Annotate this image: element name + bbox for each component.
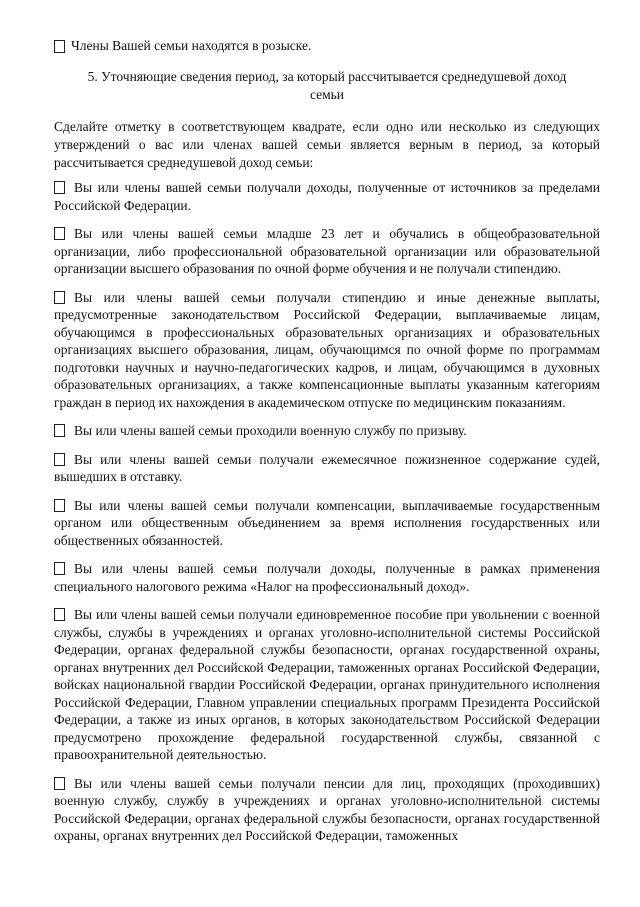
checkbox-item-dismissal-allowance [54, 606, 600, 764]
checkbox[interactable] [54, 499, 65, 512]
checkbox-item-retired-judges [54, 451, 600, 486]
checkbox-item-students-no-stipend [54, 225, 600, 278]
checkbox-item-text: Вы или члены вашей семьи получали компенсации, выплачиваемые государственным органом или общественным объединением за время исполнения государственных или общественных обязанностей. [54, 497, 600, 548]
checkbox[interactable] [54, 181, 65, 194]
checkbox-item-text: Вы или члены вашей семьи проходили военную службу по призыву. [74, 423, 467, 438]
checkbox-item-text: Вы или члены вашей семьи получали стипендию и иные денежные выплаты, предусмотренные законодательством Российской Федерации, выплачиваемые лицам, обучающимся в профессиональных образовательных организациях и образовательных организациях высшего образования, лицам, обучающимся по очной форме по программам подготовки научных и научно-педагогических кадров, и лицам, обучающимся в духовных образовательных организациях, а также компенсационные выплаты указанным категориям граждан в период их нахождения в академическом отпуске по медицинским показаниям. [54, 289, 600, 410]
checkbox-item-text: Вы или члены вашей семьи получали единовременное пособие при увольнении с военной службы, службы в учреждениях и органах уголовно-исполнительной системы Российской Федерации, органах федеральной службы безопасности, органах государственной охраны, органах внутренних дел Российской Федерации, таможенных органах Российской Федерации, войсках национальной гвардии Российской Федерации, органах принудительного исполнения Российской Федерации, Главном управлении специальных программ Президента Российской Федерации, а также из иных органов, в которых законодательством Российской Федерации предусмотрено прохождение федеральной государственной службы, связанной с правоохранительной деятельностью. [54, 607, 600, 762]
checkbox-list [54, 179, 600, 845]
checkbox-row-wanted [54, 37, 311, 55]
checkbox-item-text: Вы или члены вашей семьи младше 23 лет и обучались в общеобразовательной организации, либо профессиональной образовательной организации или образовательной организации высшего образования по очной форме обучения и не получали стипендию. [54, 226, 600, 276]
checkbox-item-pensions [54, 775, 600, 845]
checkbox-item-text: Вы или члены вашей семьи получали пенсии для лиц, проходящих (проходивших) военную службу, службу в учреждениях и органах уголовно-исполнительной системы Российской Федерации, органах федеральной службы безопасности, органах государственной охраны, органах внутренних дел Российской Федерации, таможенных [54, 775, 600, 843]
checkbox-label: Члены Вашей семьи находятся в розыске. [71, 38, 312, 53]
checkbox[interactable] [54, 608, 65, 621]
checkbox[interactable] [54, 453, 65, 466]
checkbox[interactable] [54, 291, 65, 304]
checkbox[interactable] [54, 777, 65, 790]
checkbox-item-text: Вы или члены вашей семьи получали ежемесячное пожизненное содержание судей, вышедших в отставку. [54, 451, 600, 484]
section-title-line2: семьи [309, 87, 345, 102]
checkbox-item-foreign-income [54, 179, 600, 214]
checkbox-item-stipend [54, 289, 600, 412]
checkbox[interactable] [54, 227, 65, 240]
checkbox[interactable] [54, 562, 65, 575]
checkbox[interactable] [54, 40, 65, 53]
checkbox-item-military-conscription [54, 422, 600, 440]
checkbox-item-text: Вы или члены вашей семьи получали доходы, полученные в рамках применения специального налогового режима «Налог на профессиональный доход». [54, 561, 600, 594]
section-title [54, 68, 600, 104]
section-title-line1: 5. Уточняющие сведения период, за который рассчитывается среднедушевой доход [87, 69, 567, 84]
checkbox-item-compensations [54, 497, 600, 550]
checkbox[interactable] [54, 424, 65, 437]
intro-paragraph: Сделайте отметку в соответствующем квадрате, если одно или несколько из следующих утверждений о вас или членах вашей семьи является верным в период, за который рассчитывается среднедушевой доход семьи: [54, 119, 600, 170]
checkbox-item-text: Вы или члены вашей семьи получали доходы, полученные от источников за пределами Российской Федерации. [54, 180, 600, 213]
checkbox-item-professional-income-tax [54, 560, 600, 595]
